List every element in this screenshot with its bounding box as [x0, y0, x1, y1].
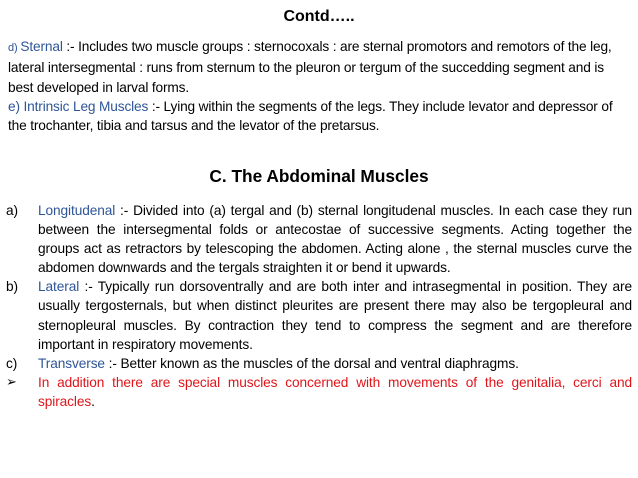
term-label: Longitudenal	[38, 203, 116, 218]
paragraph-text: :- Includes two muscle groups : sternocoxals : are sternal promotors and remotors of the leg, lateral intersegmental : runs from sternum to the pleuron or tergum of the succedding segment and is best developed in larval forms.	[8, 39, 612, 95]
list-item-longitudenal	[6, 201, 632, 277]
list-item-special-muscles	[6, 373, 632, 411]
paragraph-sternal	[8, 37, 632, 97]
arrow-bullet-icon: ➢	[6, 374, 17, 390]
list-marker: b)	[6, 279, 18, 295]
paragraph-intrinsic-leg-muscles	[8, 97, 632, 136]
list-marker: a)	[6, 203, 18, 218]
slide-title: Contd…..	[283, 8, 355, 25]
paragraph-marker: d)	[8, 42, 21, 54]
list-item-text: :- Typically run dorsoventrally and are both inter and intrasegmental in position. They are usually tergosternals, but when distinct pleurites are present there may also be tergopleural and sternopleural muscles. By contraction they tend to compress the segment and are therefore important in respiratory movements.	[38, 279, 632, 352]
term-label: Sternal	[20, 39, 63, 54]
term-label: Intrinsic Leg Muscles	[23, 98, 149, 114]
paragraph-text: :- Lying within the segments of the legs. They include levator and depressor of the trochanter, tibia and tarsus and the levator of the pretarsus.	[8, 98, 613, 134]
list-item-body	[38, 354, 632, 373]
list-item-body	[38, 373, 632, 411]
term-label: Transverse	[38, 355, 105, 371]
paragraph-marker: e)	[8, 98, 24, 114]
highlighted-note-text: In addition there are special muscles concerned with movements of the genitalia, cerci and spiracles	[38, 374, 632, 409]
section-heading: C. The Abdominal Muscles	[209, 166, 429, 186]
intro-block	[8, 37, 632, 135]
abdominal-muscles-list	[6, 201, 632, 411]
list-item-text: .	[91, 393, 95, 409]
list-item-text: :- Divided into (a) tergal and (b) sternal longitudenal muscles. In each case they run between the intersegmental folds or antecostae of successive segments. Acting together the groups act as retractors by telescoping the abdomen. Acting alone , the sternal muscles curve the abdomen downwards and the tergals straighten it or bend it upwards.	[38, 203, 632, 276]
list-item-body	[38, 277, 632, 353]
list-item-body	[38, 201, 632, 277]
list-item-lateral	[6, 277, 632, 353]
list-item-transverse	[6, 354, 632, 373]
term-label: Lateral	[38, 279, 80, 295]
list-item-text: :- Better known as the muscles of the dorsal and ventral diaphragms.	[104, 355, 519, 371]
list-marker: c)	[6, 355, 18, 371]
